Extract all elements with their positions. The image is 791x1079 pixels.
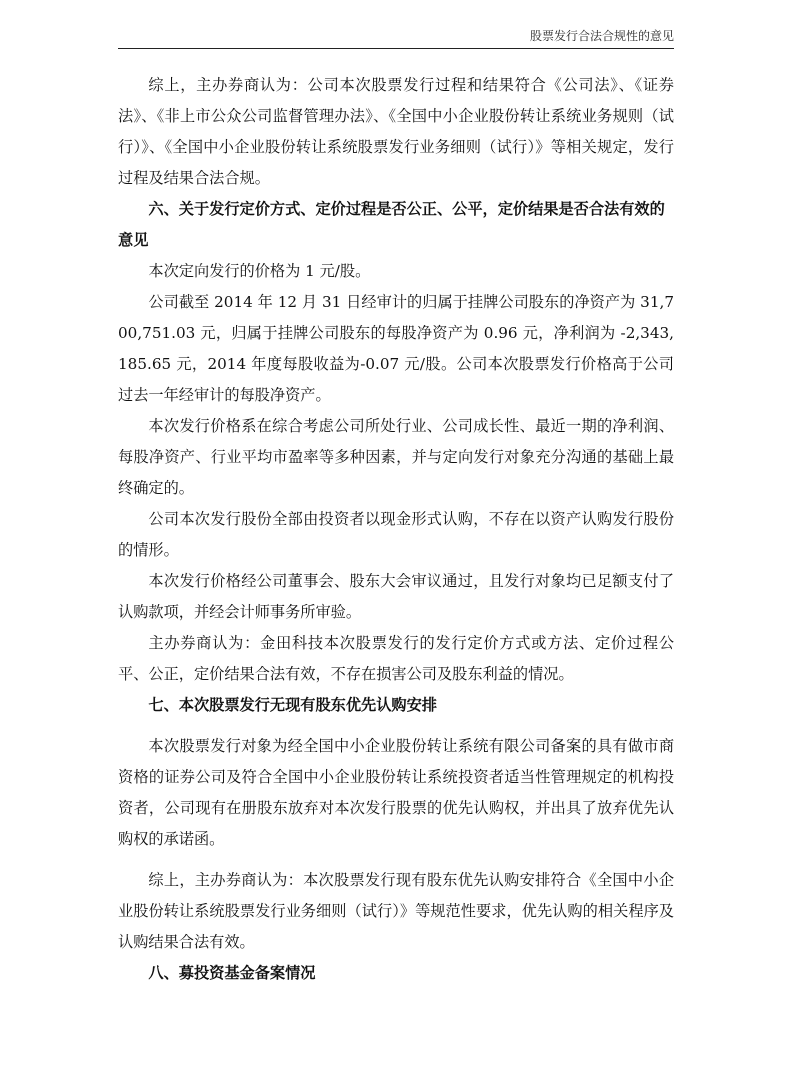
section-heading-7: 七、本次股票发行无现有股东优先认购安排 — [148, 696, 437, 714]
paragraph-issue-targets: 本次股票发行对象为经全国中小企业股份转让系统有限公司备案的具有做市商资格的证券公司及符合全国中小企业股份转让系统投资者适当性管理规定的机构投资者，公司现有在册股东放弃对本次发行股票的优先认购权，并出具了放弃优先认购权的承诺函。 — [118, 737, 674, 848]
paragraph-net-assets: 公司截至 2014 年 12 月 31 日经审计的归属于挂牌公司股东的净资产为 31,700,751.03 元，归属于挂牌公司股东的每股净资产为 0.96 元，净利润为 -2,343,185.65 元，2014 年度每股收益为-0.07 元/股。公司本次股票发行价格高于公司过去一年经审计的每股净资产。 — [118, 293, 674, 404]
paragraph-cash-subscription: 公司本次发行股份全部由投资者以现金形式认购，不存在以资产认购发行股份的情形。 — [118, 510, 674, 559]
paragraph-conclusion-1: 综上，主办券商认为：公司本次股票发行过程和结果符合《公司法》、《证券法》、《非上市公众公司监督管理办法》、《全国中小企业股份转让系统业务规则（试行）》、《全国中小企业股份转让系统股票发行业务细则（试行）》等相关规定，发行过程及结果合法合规。 — [118, 76, 674, 187]
spacer — [118, 855, 674, 865]
paragraph-underwriter-opinion: 主办券商认为：金田科技本次股票发行的发行定价方式或方法、定价过程公平、公正，定价结果合法有效，不存在损害公司及股东利益的情况。 — [118, 634, 674, 683]
paragraph-pricing-basis: 本次发行价格系在综合考虑公司所处行业、公司成长性、最近一期的净利润、每股净资产、行业平均市盈率等多种因素，并与定向发行对象充分沟通的基础上最终确定的。 — [118, 417, 674, 497]
section-heading-6: 六、关于发行定价方式、定价过程是否公正、公平，定价结果是否合法有效的意见 — [118, 200, 665, 249]
paragraph-issue-price: 本次定向发行的价格为 1 元/股。 — [148, 262, 371, 280]
paragraph-conclusion-2: 综上，主办券商认为：本次股票发行现有股东优先认购安排符合《全国中小企业股份转让系统股票发行业务细则（试行）》等规范性要求，优先认购的相关程序及认购结果合法有效。 — [118, 871, 674, 951]
section-heading-8: 八、募投资基金备案情况 — [148, 964, 316, 982]
spacer — [118, 721, 674, 731]
document-body — [118, 70, 674, 989]
header-title: 股票发行合法合规性的意见 — [529, 29, 674, 43]
page-header — [118, 28, 674, 49]
paragraph-approval: 本次发行价格经公司董事会、股东大会审议通过，且发行对象均已足额支付了认购款项，并经会计师事务所审验。 — [118, 572, 674, 621]
